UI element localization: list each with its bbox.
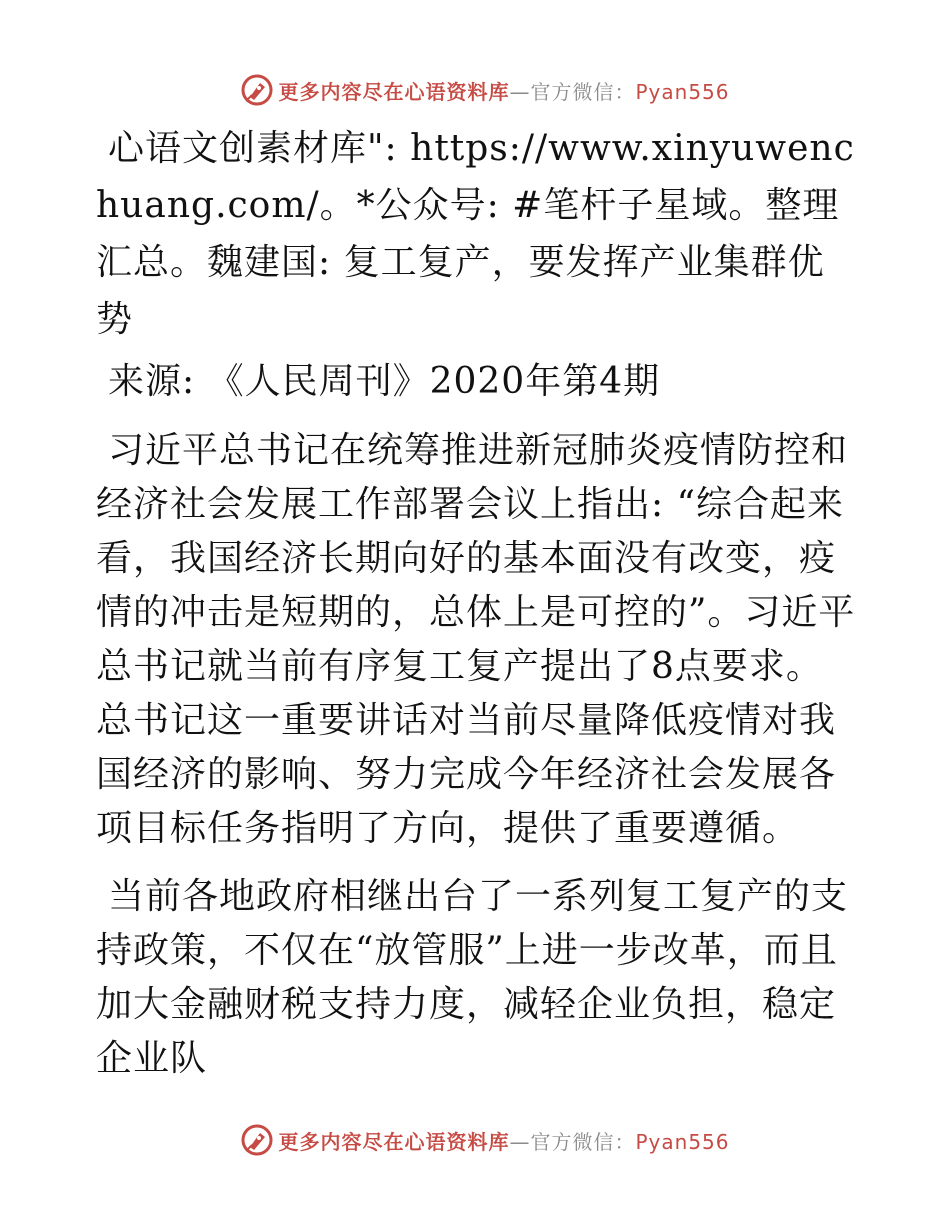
banner-official-label: 官方微信： [530,79,636,104]
banner-wechat-id: Pyan556 [635,1129,730,1154]
footer-banner-content [240,1123,729,1157]
banner-text [278,76,729,105]
header-banner [0,70,950,110]
banner-main-text: 更多内容尽在心语资料库 [278,79,510,104]
document-body [96,120,856,1094]
banner-wechat-id: Pyan556 [635,79,730,104]
body-paragraph-2: 当前各地政府相继出台了一系列复工复产的支持政策，不仅在“放管服”上进一步改革，而且加大金融财税支持力度，减轻企业负担，稳定企业队 [96,876,849,1079]
source-line: 来源: 《人民周刊》2020年第4期 [108,361,661,402]
banner-dash: — [509,1129,531,1154]
banner-official-label: 官方微信： [530,1129,636,1154]
header-banner-content [240,73,729,107]
banner-text [278,1126,729,1155]
banner-main-text: 更多内容尽在心语资料库 [278,1129,510,1154]
body-paragraph-1: 习近平总书记在统筹推进新冠肺炎疫情防控和经济社会发展工作部署会议上指出: “综合起来看，我国经济长期向好的基本面没有改变，疫情的冲击是短期的，总体上是可控的”。习近平总书记就当前有序复工复产提出了8点要求。总书记这一重要讲话对当前尽量降低疫情对我国经济的影响、努力完成今年经济社会发展各项目标任务指明了方向，提供了重要遵循。 [96,430,856,849]
intro-paragraph: 心语文创素材库": https://www.xinyuwenchuang.com/。*公众号: #笔杆子星域。整理汇总。魏建国: 复工复产，要发挥产业集群优势 [96,128,855,340]
banner-dash: — [509,79,531,104]
pen-nib-circle-logo-icon [240,1123,274,1157]
footer-banner [0,1120,950,1160]
pen-nib-circle-logo-icon [240,73,274,107]
